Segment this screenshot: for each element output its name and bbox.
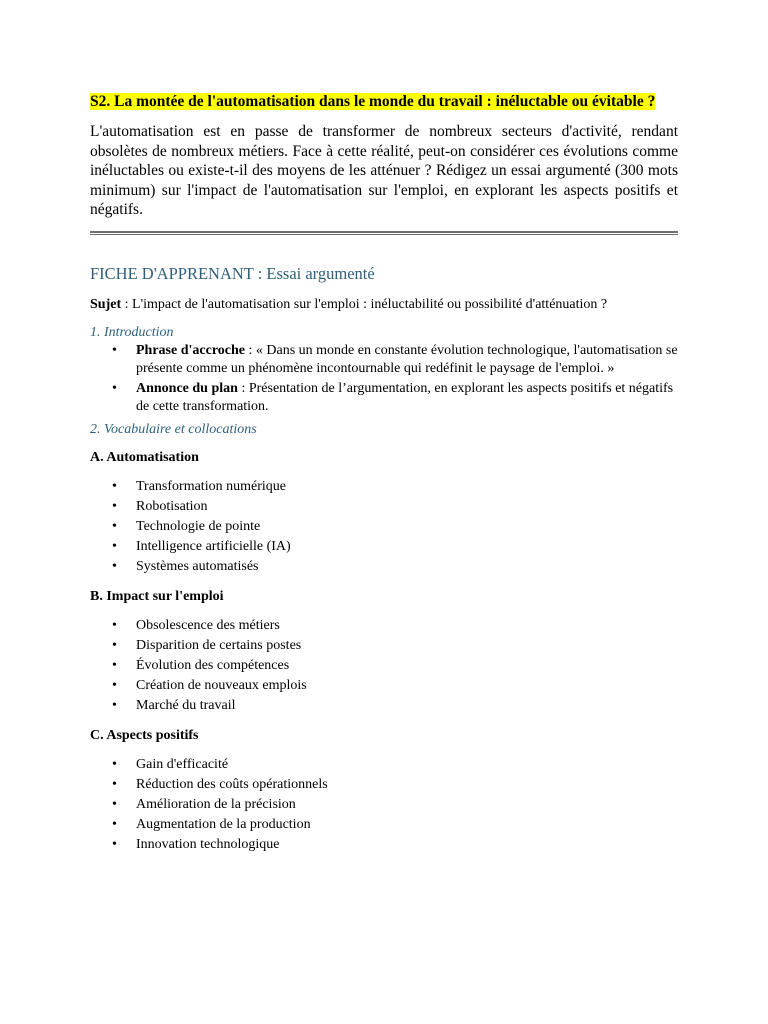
bullet-icon: • bbox=[112, 817, 117, 833]
bullet-icon: • bbox=[112, 478, 117, 494]
bullet-icon: • bbox=[112, 380, 117, 396]
list-item bbox=[90, 557, 678, 577]
list-item bbox=[90, 636, 678, 656]
bullet-icon: • bbox=[112, 756, 117, 772]
vocab-item: Technologie de pointe bbox=[136, 518, 261, 534]
vocab-item: Création de nouveaux emplois bbox=[136, 678, 307, 694]
s2-title-highlight: S2. La montée de l'automatisation dans le monde du travail : inéluctable ou évitable ? bbox=[90, 93, 656, 110]
bullet-icon: • bbox=[112, 617, 117, 633]
vocab-item: Marché du travail bbox=[136, 698, 236, 714]
introduction-heading: 1. Introduction bbox=[90, 324, 174, 340]
bullet-icon: • bbox=[112, 698, 117, 714]
s2-title bbox=[90, 92, 678, 112]
bullet-icon: • bbox=[112, 539, 117, 555]
vocab-group-title: B. Impact sur l'emploi bbox=[90, 588, 224, 604]
list-item bbox=[90, 755, 678, 775]
list-item bbox=[90, 656, 678, 676]
vocab-group-title: A. Automatisation bbox=[90, 449, 199, 465]
bullet-icon: • bbox=[112, 776, 117, 792]
intro-item-text: : Présentation de l’argumentation, en explorant les aspects positifs et négatifs de cette transformation. bbox=[136, 380, 674, 414]
intro-item-text: : « Dans un monde en constante évolution technologique, l'automatisation se présente comme un phénomène incontournable qui redéfinit le paysage de l'emploi. » bbox=[136, 342, 678, 376]
list-item bbox=[90, 537, 678, 557]
vocab-list bbox=[90, 755, 678, 856]
list-item bbox=[90, 676, 678, 696]
fiche-heading: FICHE D'APPRENANT : Essai argumenté bbox=[90, 263, 375, 283]
intro-item-label: Phrase d'accroche bbox=[136, 342, 245, 358]
sujet-text: : L'impact de l'automatisation sur l'emploi : inéluctabilité ou possibilité d'atténuation ? bbox=[121, 296, 608, 312]
bullet-icon: • bbox=[112, 657, 117, 673]
horizontal-divider bbox=[90, 231, 678, 235]
list-item bbox=[90, 616, 678, 636]
vocab-group-title: C. Aspects positifs bbox=[90, 727, 199, 743]
sujet-line bbox=[90, 295, 678, 314]
list-item bbox=[90, 380, 678, 417]
vocabulaire-heading: 2. Vocabulaire et collocations bbox=[90, 421, 257, 437]
vocab-group-automatisation bbox=[90, 448, 678, 578]
intro-item-label: Annonce du plan bbox=[136, 380, 238, 396]
s2-paragraph: L'automatisation est en passe de transformer de nombreux secteurs d'activité, rendant obsolètes de nombreux métiers. Face à cette réalité, peut-on considérer ces évolutions comme inéluctables ou existe-t-il des moyens de les atténuer ? Rédigez un essai argumenté (300 mots minimum) sur l'impact de l'automatisation sur l'emploi, en explorant les aspects positifs et négatifs. bbox=[90, 123, 678, 218]
bullet-icon: • bbox=[112, 518, 117, 534]
vocab-group-impact-emploi bbox=[90, 587, 678, 717]
vocab-item: Robotisation bbox=[136, 498, 208, 514]
vocab-item: Systèmes automatisés bbox=[136, 559, 259, 575]
list-item bbox=[90, 477, 678, 497]
bullet-icon: • bbox=[112, 498, 117, 514]
bullet-icon: • bbox=[112, 559, 117, 575]
vocab-item: Intelligence artificielle (IA) bbox=[136, 539, 291, 555]
bullet-icon: • bbox=[112, 342, 117, 358]
list-item bbox=[90, 835, 678, 855]
bullet-icon: • bbox=[112, 837, 117, 853]
vocab-item: Disparition de certains postes bbox=[136, 637, 302, 653]
vocab-list bbox=[90, 616, 678, 717]
list-item bbox=[90, 815, 678, 835]
list-item bbox=[90, 497, 678, 517]
vocab-item: Réduction des coûts opérationnels bbox=[136, 776, 328, 792]
vocab-item: Évolution des compétences bbox=[136, 657, 290, 673]
list-item bbox=[90, 517, 678, 537]
sujet-label: Sujet bbox=[90, 296, 122, 312]
document-page bbox=[90, 92, 678, 856]
vocab-list bbox=[90, 477, 678, 578]
vocab-item: Transformation numérique bbox=[136, 478, 286, 494]
vocab-item: Gain d'efficacité bbox=[136, 756, 229, 772]
vocab-group-aspects-positifs bbox=[90, 726, 678, 856]
list-item bbox=[90, 696, 678, 716]
list-item bbox=[90, 775, 678, 795]
bullet-icon: • bbox=[112, 678, 117, 694]
introduction-list bbox=[90, 342, 678, 417]
vocab-item: Obsolescence des métiers bbox=[136, 617, 280, 633]
vocab-item: Amélioration de la précision bbox=[136, 796, 296, 812]
list-item bbox=[90, 342, 678, 379]
list-item bbox=[90, 795, 678, 815]
bullet-icon: • bbox=[112, 637, 117, 653]
vocab-item: Innovation technologique bbox=[136, 837, 280, 853]
vocab-item: Augmentation de la production bbox=[136, 817, 311, 833]
bullet-icon: • bbox=[112, 796, 117, 812]
